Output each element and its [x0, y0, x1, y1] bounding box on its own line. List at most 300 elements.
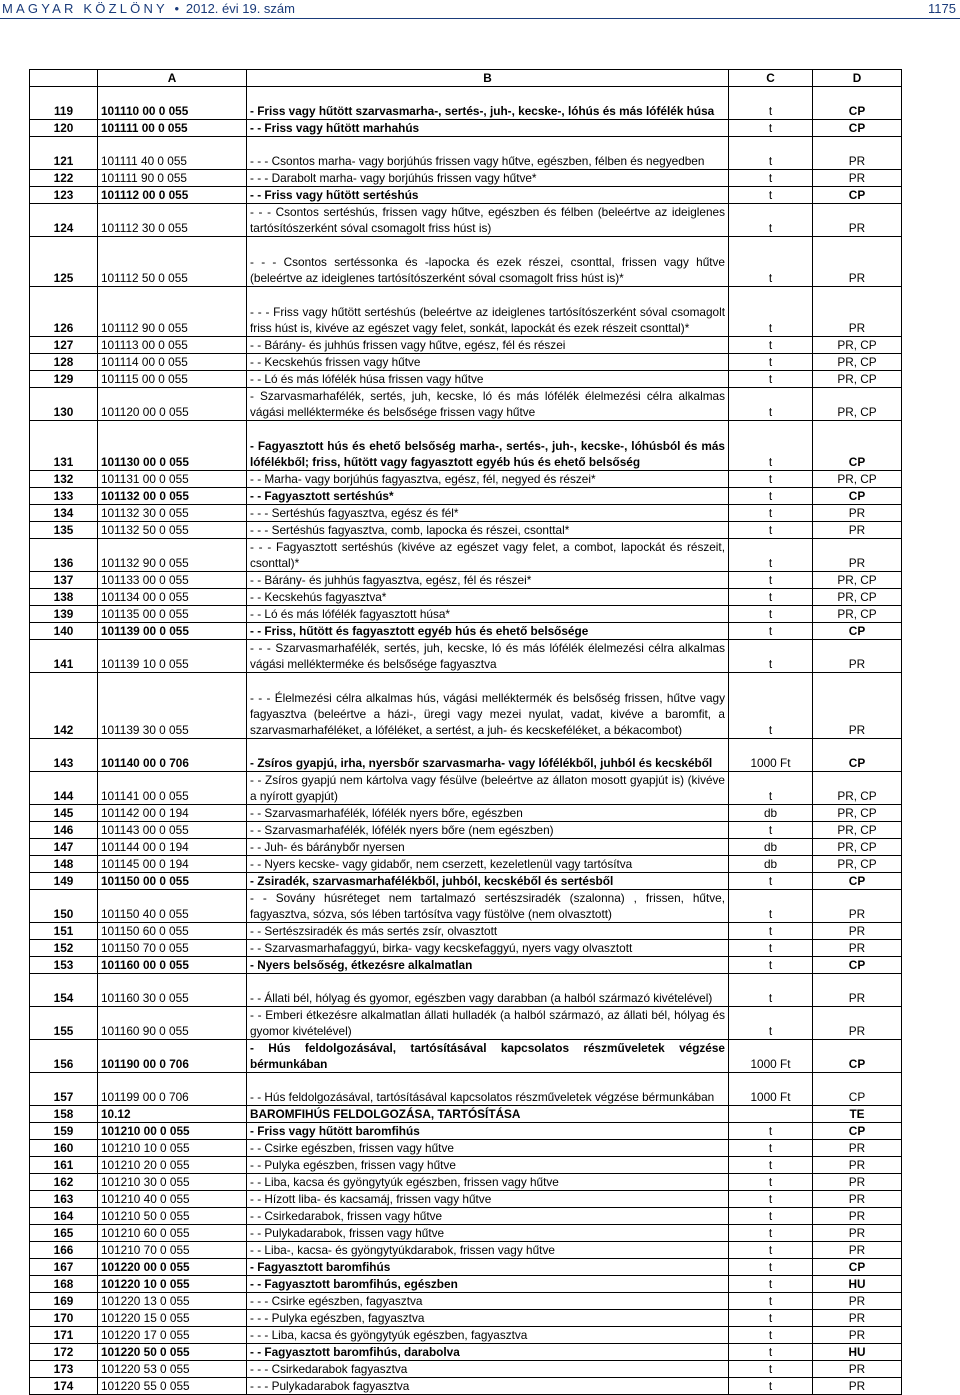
table-row: [30, 237, 902, 287]
product-name: - Szarvasmarhafélék, sertés, juh, kecske, ló és más lófélék élelmezési célra alkalmas vágási mellékterméke és belsősége frissen vagy hűtve: [247, 388, 729, 421]
journal-name: MAGYAR KÖZLÖNY: [2, 1, 168, 16]
row-number: 139: [30, 606, 98, 623]
page-number: 1175: [928, 1, 956, 16]
product-name: - - - Friss vagy hűtött sertéshús (beleértve az ideiglenes tartósítószerként sóval csomagolt friss húst is, kivéve az egészet vagy felet, sonkát, lapockát és ezek részeit csonttal)*: [247, 287, 729, 337]
unit-of-measure: 1000 Ft: [729, 1073, 813, 1106]
table-row: [30, 839, 902, 856]
table-row: [30, 1344, 902, 1361]
product-name: - - Sovány húsréteget nem tartalmazó sertészsiradék (szalonna) , frissen, hűtve, fagyasztva, sózva, sós lében tartósítva vagy füstölve (nem olvasztott): [247, 890, 729, 923]
table-row: [30, 1310, 902, 1327]
unit-of-measure: t: [729, 170, 813, 187]
survey-type: PR: [813, 539, 902, 572]
product-name: - - Friss vagy hűtött marhahús: [247, 120, 729, 137]
row-number: 152: [30, 940, 98, 957]
unit-of-measure: t: [729, 87, 813, 120]
unit-of-measure: t: [729, 1191, 813, 1208]
unit-of-measure: t: [729, 623, 813, 640]
table-row: [30, 1157, 902, 1174]
product-name: - - Hús feldolgozásával, tartósításával kapcsolatos részműveletek végzése bérmunkában: [247, 1073, 729, 1106]
survey-type: CP: [813, 1123, 902, 1140]
survey-type: PR, CP: [813, 589, 902, 606]
product-name: - - - Csirkedarabok fagyasztva: [247, 1361, 729, 1378]
product-name: - - - Élelmezési célra alkalmas hús, vágási melléktermék és belsőség frissen, hűtve vagy fagyasztva (beleértve a házi-, üregi vagy mezei nyulat, vadat, kivéve a baromfit, a szarvasmarhaféléket, a lóféléket, a sertést, a juh- és kecskeféléket, a békacombot): [247, 673, 729, 739]
table-row: [30, 805, 902, 822]
row-number: 160: [30, 1140, 98, 1157]
product-name: - - Hízott liba- és kacsamáj, frissen vagy hűtve: [247, 1191, 729, 1208]
row-number: 174: [30, 1378, 98, 1395]
product-name: - - Állati bél, hólyag és gyomor, egészben vagy darabban (a halból származó kivételével): [247, 974, 729, 1007]
product-code: 101139 30 0 055: [98, 673, 247, 739]
product-name: - - - Liba, kacsa és gyöngytyúk egészben, fagyasztva: [247, 1327, 729, 1344]
product-name: - Nyers belsőség, étkezésre alkalmatlan: [247, 957, 729, 974]
unit-of-measure: t: [729, 606, 813, 623]
product-code: 101210 20 0 055: [98, 1157, 247, 1174]
product-code: 101132 90 0 055: [98, 539, 247, 572]
row-number: 143: [30, 739, 98, 772]
unit-of-measure: t: [729, 940, 813, 957]
row-number: 168: [30, 1276, 98, 1293]
row-number: 125: [30, 237, 98, 287]
product-name: - - Nyers kecske- vagy gidabőr, nem cserzett, kezeletlenül vagy tartósítva: [247, 856, 729, 873]
product-name: - - Sertészsiradék és más sertés zsír, olvasztott: [247, 923, 729, 940]
unit-of-measure: db: [729, 856, 813, 873]
unit-of-measure: t: [729, 923, 813, 940]
unit-of-measure: t: [729, 287, 813, 337]
product-code: 101210 30 0 055: [98, 1174, 247, 1191]
product-name: - - Emberi étkezésre alkalmatlan állati hulladék (a halból származó, az állati bél, hólyag és gyomor kivételével): [247, 1007, 729, 1040]
table-row: [30, 1276, 902, 1293]
product-name: - Fagyasztott hús és ehető belsőség marha-, sertés-, juh-, kecske-, lóhúsból és más lófélékből; friss, hűtött vagy fagyasztott egyéb hús és ehető belsőség: [247, 421, 729, 471]
survey-type: PR, CP: [813, 856, 902, 873]
survey-type: PR: [813, 673, 902, 739]
unit-of-measure: db: [729, 805, 813, 822]
survey-type: CP: [813, 421, 902, 471]
survey-type: PR: [813, 1242, 902, 1259]
unit-of-measure: t: [729, 388, 813, 421]
unit-of-measure: t: [729, 1378, 813, 1395]
table-row: [30, 890, 902, 923]
product-name: - - Szarvasmarhafélék, lófélék nyers bőre (nem egészben): [247, 822, 729, 839]
product-code: 101120 00 0 055: [98, 388, 247, 421]
row-number: 128: [30, 354, 98, 371]
table-row: [30, 505, 902, 522]
row-number: 151: [30, 923, 98, 940]
product-name: - - Fagyasztott sertéshús*: [247, 488, 729, 505]
unit-of-measure: t: [729, 237, 813, 287]
product-code: 101144 00 0 194: [98, 839, 247, 856]
product-name: - Hús feldolgozásával, tartósításával kapcsolatos részműveletek végzése bérmunkában: [247, 1040, 729, 1073]
row-number: 166: [30, 1242, 98, 1259]
table-row: [30, 623, 902, 640]
product-name: - - Fagyasztott baromfihús, darabolva: [247, 1344, 729, 1361]
unit-of-measure: t: [729, 1242, 813, 1259]
product-name: - Zsiradék, szarvasmarhafélékből, juhból, kecskéből és sertésből: [247, 873, 729, 890]
row-number: 123: [30, 187, 98, 204]
row-number: 126: [30, 287, 98, 337]
product-code: 101220 50 0 055: [98, 1344, 247, 1361]
survey-type: PR, CP: [813, 388, 902, 421]
table-row: [30, 606, 902, 623]
product-name: - - - Pulykadarabok fagyasztva: [247, 1378, 729, 1395]
survey-type: PR, CP: [813, 606, 902, 623]
survey-type: CP: [813, 120, 902, 137]
table-row: [30, 87, 902, 120]
unit-of-measure: t: [729, 1225, 813, 1242]
product-code: 101141 00 0 055: [98, 772, 247, 805]
row-number: 138: [30, 589, 98, 606]
row-number: 120: [30, 120, 98, 137]
product-name: - - Bárány- és juhhús frissen vagy hűtve, egész, fél és részei: [247, 337, 729, 354]
column-header-row: [30, 70, 902, 87]
separator: •: [174, 1, 180, 16]
row-number: 156: [30, 1040, 98, 1073]
survey-type: CP: [813, 187, 902, 204]
product-code: 101220 17 0 055: [98, 1327, 247, 1344]
product-name: - - Ló és más lófélék fagyasztott húsa*: [247, 606, 729, 623]
page-header: [0, 0, 960, 22]
product-code: 101210 50 0 055: [98, 1208, 247, 1225]
product-name: - - - Pulyka egészben, fagyasztva: [247, 1310, 729, 1327]
product-code: 101133 00 0 055: [98, 572, 247, 589]
product-name: - - Juh- és báránybőr nyersen: [247, 839, 729, 856]
unit-of-measure: t: [729, 1361, 813, 1378]
survey-type: CP: [813, 873, 902, 890]
header-rule: [0, 18, 960, 19]
table-body: [30, 87, 902, 1395]
product-name: - - Fagyasztott baromfihús, egészben: [247, 1276, 729, 1293]
product-code: 101111 00 0 055: [98, 120, 247, 137]
table-row: [30, 1140, 902, 1157]
row-number: 172: [30, 1344, 98, 1361]
product-code: 101111 40 0 055: [98, 137, 247, 170]
table-row: [30, 137, 902, 170]
row-number: 153: [30, 957, 98, 974]
column-header: B: [247, 70, 729, 87]
row-number: 162: [30, 1174, 98, 1191]
product-code: 101142 00 0 194: [98, 805, 247, 822]
survey-type: PR: [813, 505, 902, 522]
unit-of-measure: t: [729, 1293, 813, 1310]
unit-of-measure: t: [729, 589, 813, 606]
product-code: 101199 00 0 706: [98, 1073, 247, 1106]
table-row: [30, 572, 902, 589]
row-number: 136: [30, 539, 98, 572]
table-row: [30, 739, 902, 772]
product-code: 101115 00 0 055: [98, 371, 247, 388]
unit-of-measure: t: [729, 522, 813, 539]
unit-of-measure: [729, 1106, 813, 1123]
row-number: 159: [30, 1123, 98, 1140]
column-header: C: [729, 70, 813, 87]
survey-type: PR: [813, 923, 902, 940]
row-number: 130: [30, 388, 98, 421]
column-header: [30, 70, 98, 87]
table-row: [30, 1259, 902, 1276]
survey-type: TE: [813, 1106, 902, 1123]
unit-of-measure: t: [729, 471, 813, 488]
table-row: [30, 1208, 902, 1225]
row-number: 129: [30, 371, 98, 388]
survey-type: CP: [813, 957, 902, 974]
row-number: 167: [30, 1259, 98, 1276]
survey-type: PR: [813, 137, 902, 170]
row-number: 121: [30, 137, 98, 170]
product-code: 101130 00 0 055: [98, 421, 247, 471]
product-name: - - Bárány- és juhhús fagyasztva, egész, fél és részei*: [247, 572, 729, 589]
product-code: 101150 70 0 055: [98, 940, 247, 957]
product-code: 101145 00 0 194: [98, 856, 247, 873]
table-row: [30, 1191, 902, 1208]
table-row: [30, 822, 902, 839]
product-code: 101210 60 0 055: [98, 1225, 247, 1242]
product-name: - - - Fagyasztott sertéshús (kivéve az egészet vagy felet, a combot, lapockát és részeit, csonttal)*: [247, 539, 729, 572]
product-name: - - Friss vagy hűtött sertéshús: [247, 187, 729, 204]
unit-of-measure: db: [729, 839, 813, 856]
product-name: - - - Csirke egészben, fagyasztva: [247, 1293, 729, 1310]
product-name: - - Kecskehús frissen vagy hűtve: [247, 354, 729, 371]
product-code: 101220 53 0 055: [98, 1361, 247, 1378]
survey-type: CP: [813, 1040, 902, 1073]
survey-type: PR: [813, 1310, 902, 1327]
unit-of-measure: t: [729, 772, 813, 805]
product-name: - - - Csontos sertéshús, frissen vagy hűtve, egészben és félben (beleértve az ideiglenes tartósítószerként sóval csomagolt friss húst is): [247, 204, 729, 237]
product-code: 101139 00 0 055: [98, 623, 247, 640]
unit-of-measure: t: [729, 1310, 813, 1327]
row-number: 131: [30, 421, 98, 471]
unit-of-measure: t: [729, 337, 813, 354]
row-number: 169: [30, 1293, 98, 1310]
product-code: 101134 00 0 055: [98, 589, 247, 606]
table-row: [30, 856, 902, 873]
table-row: [30, 371, 902, 388]
product-name: - - Pulyka egészben, frissen vagy hűtve: [247, 1157, 729, 1174]
unit-of-measure: t: [729, 822, 813, 839]
survey-type: PR, CP: [813, 822, 902, 839]
row-number: 134: [30, 505, 98, 522]
product-table: [29, 69, 902, 1395]
unit-of-measure: t: [729, 1327, 813, 1344]
survey-type: PR: [813, 1293, 902, 1310]
journal-title: [2, 1, 295, 16]
product-code: 101220 13 0 055: [98, 1293, 247, 1310]
row-number: 163: [30, 1191, 98, 1208]
row-number: 158: [30, 1106, 98, 1123]
product-code: 101132 00 0 055: [98, 488, 247, 505]
product-code: 101132 30 0 055: [98, 505, 247, 522]
survey-type: PR: [813, 170, 902, 187]
table-row: [30, 940, 902, 957]
table-row: [30, 1293, 902, 1310]
row-number: 165: [30, 1225, 98, 1242]
unit-of-measure: t: [729, 1157, 813, 1174]
table-row: [30, 120, 902, 137]
product-name: - - - Szarvasmarhafélék, sertés, juh, kecske, ló és más lófélék élelmezési célra alkalmas vágási mellékterméke és belsősége fagyasztva: [247, 640, 729, 673]
row-number: 170: [30, 1310, 98, 1327]
survey-type: PR: [813, 237, 902, 287]
product-name: - - Kecskehús fagyasztva*: [247, 589, 729, 606]
product-code: 101112 90 0 055: [98, 287, 247, 337]
product-code: 101112 00 0 055: [98, 187, 247, 204]
product-code: 101112 50 0 055: [98, 237, 247, 287]
unit-of-measure: t: [729, 640, 813, 673]
product-name: - - Zsíros gyapjú nem kártolva vagy fésülve (beleértve az állaton mosott gyapjút is) (kivéve a nyírott gyapjút): [247, 772, 729, 805]
unit-of-measure: t: [729, 957, 813, 974]
product-code: 101190 00 0 706: [98, 1040, 247, 1073]
table-row: [30, 1007, 902, 1040]
product-name: - - - Sertéshús fagyasztva, egész és fél*: [247, 505, 729, 522]
product-code: 101220 55 0 055: [98, 1378, 247, 1395]
product-name: - - Ló és más lófélék húsa frissen vagy hűtve: [247, 371, 729, 388]
product-code: 101111 90 0 055: [98, 170, 247, 187]
survey-type: PR: [813, 890, 902, 923]
survey-type: CP: [813, 739, 902, 772]
unit-of-measure: t: [729, 1344, 813, 1361]
unit-of-measure: t: [729, 204, 813, 237]
table-row: [30, 1361, 902, 1378]
product-code: 101114 00 0 055: [98, 354, 247, 371]
table-row: [30, 1174, 902, 1191]
product-name: - - - Csontos marha- vagy borjúhús frissen vagy hűtve, egészben, félben és negyedben: [247, 137, 729, 170]
table-row: [30, 1327, 902, 1344]
unit-of-measure: t: [729, 1259, 813, 1276]
unit-of-measure: t: [729, 505, 813, 522]
row-number: 146: [30, 822, 98, 839]
product-code: 101110 00 0 055: [98, 87, 247, 120]
product-name: - Friss vagy hűtött szarvasmarha-, sertés-, juh-, kecske-, lóhús és más lófélék húsa: [247, 87, 729, 120]
row-number: 132: [30, 471, 98, 488]
table-row: [30, 488, 902, 505]
unit-of-measure: t: [729, 137, 813, 170]
survey-type: PR: [813, 1225, 902, 1242]
unit-of-measure: 1000 Ft: [729, 1040, 813, 1073]
survey-type: PR: [813, 640, 902, 673]
product-code: 101220 00 0 055: [98, 1259, 247, 1276]
product-code: 101220 15 0 055: [98, 1310, 247, 1327]
unit-of-measure: t: [729, 1140, 813, 1157]
unit-of-measure: t: [729, 488, 813, 505]
unit-of-measure: t: [729, 539, 813, 572]
table-row: [30, 1242, 902, 1259]
row-number: 140: [30, 623, 98, 640]
unit-of-measure: t: [729, 1276, 813, 1293]
row-number: 127: [30, 337, 98, 354]
survey-type: PR: [813, 1174, 902, 1191]
row-number: 150: [30, 890, 98, 923]
product-code: 101160 30 0 055: [98, 974, 247, 1007]
survey-type: HU: [813, 1276, 902, 1293]
row-number: 141: [30, 640, 98, 673]
survey-type: PR, CP: [813, 772, 902, 805]
product-name: - - Pulykadarabok, frissen vagy hűtve: [247, 1225, 729, 1242]
table-row: [30, 388, 902, 421]
product-name: - Zsíros gyapjú, irha, nyersbőr szarvasmarha- vagy lófélékből, juhból és kecskéből: [247, 739, 729, 772]
survey-type: HU: [813, 1344, 902, 1361]
survey-type: PR: [813, 940, 902, 957]
product-name: - - - Sertéshús fagyasztva, comb, lapocka és részei, csonttal*: [247, 522, 729, 539]
unit-of-measure: t: [729, 371, 813, 388]
row-number: 155: [30, 1007, 98, 1040]
survey-type: PR: [813, 1157, 902, 1174]
table-row: [30, 187, 902, 204]
product-code: 101160 90 0 055: [98, 1007, 247, 1040]
product-code: 101210 40 0 055: [98, 1191, 247, 1208]
survey-type: CP: [813, 1073, 902, 1106]
unit-of-measure: t: [729, 354, 813, 371]
product-code: 101150 60 0 055: [98, 923, 247, 940]
row-number: 149: [30, 873, 98, 890]
product-code: 101150 40 0 055: [98, 890, 247, 923]
row-number: 154: [30, 974, 98, 1007]
survey-type: PR: [813, 1140, 902, 1157]
product-name: - - Friss, hűtött és fagyasztott egyéb hús és ehető belsősége: [247, 623, 729, 640]
product-name: - - - Darabolt marha- vagy borjúhús frissen vagy hűtve*: [247, 170, 729, 187]
table-row: [30, 421, 902, 471]
product-code: 101135 00 0 055: [98, 606, 247, 623]
unit-of-measure: t: [729, 974, 813, 1007]
unit-of-measure: t: [729, 421, 813, 471]
unit-of-measure: t: [729, 1208, 813, 1225]
row-number: 148: [30, 856, 98, 873]
unit-of-measure: 1000 Ft: [729, 739, 813, 772]
product-code: 101113 00 0 055: [98, 337, 247, 354]
survey-type: CP: [813, 1259, 902, 1276]
survey-type: PR: [813, 1007, 902, 1040]
product-name: - Friss vagy hűtött baromfihús: [247, 1123, 729, 1140]
issue: 2012. évi 19. szám: [185, 1, 295, 16]
product-code: 101150 00 0 055: [98, 873, 247, 890]
unit-of-measure: t: [729, 120, 813, 137]
product-code: 10.12: [98, 1106, 247, 1123]
row-number: 173: [30, 1361, 98, 1378]
product-code: 101210 70 0 055: [98, 1242, 247, 1259]
table-row: [30, 204, 902, 237]
row-number: 137: [30, 572, 98, 589]
unit-of-measure: t: [729, 873, 813, 890]
survey-type: PR: [813, 287, 902, 337]
product-name: - - Szarvasmarhafaggyú, birka- vagy kecskefaggyú, nyers vagy olvasztott: [247, 940, 729, 957]
product-code: 101220 10 0 055: [98, 1276, 247, 1293]
table-row: [30, 640, 902, 673]
survey-type: PR, CP: [813, 337, 902, 354]
row-number: 124: [30, 204, 98, 237]
row-number: 161: [30, 1157, 98, 1174]
survey-type: PR, CP: [813, 805, 902, 822]
survey-type: PR: [813, 1191, 902, 1208]
table-row: [30, 1106, 902, 1123]
product-code: 101160 00 0 055: [98, 957, 247, 974]
row-number: 144: [30, 772, 98, 805]
row-number: 164: [30, 1208, 98, 1225]
table-row: [30, 974, 902, 1007]
survey-type: PR, CP: [813, 572, 902, 589]
table-row: [30, 471, 902, 488]
survey-type: PR: [813, 1361, 902, 1378]
table-row: [30, 673, 902, 739]
table-row: [30, 923, 902, 940]
product-name: - - Marha- vagy borjúhús fagyasztva, egész, fél, negyed és részei*: [247, 471, 729, 488]
product-code: 101132 50 0 055: [98, 522, 247, 539]
product-code: 101131 00 0 055: [98, 471, 247, 488]
table-row: [30, 589, 902, 606]
row-number: 133: [30, 488, 98, 505]
product-name: - - Liba-, kacsa- és gyöngytyúkdarabok, frissen vagy hűtve: [247, 1242, 729, 1259]
row-number: 122: [30, 170, 98, 187]
product-name: - - Szarvasmarhafélék, lófélék nyers bőre, egészben: [247, 805, 729, 822]
product-code: 101140 00 0 706: [98, 739, 247, 772]
column-header: A: [98, 70, 247, 87]
column-header: D: [813, 70, 902, 87]
unit-of-measure: t: [729, 890, 813, 923]
